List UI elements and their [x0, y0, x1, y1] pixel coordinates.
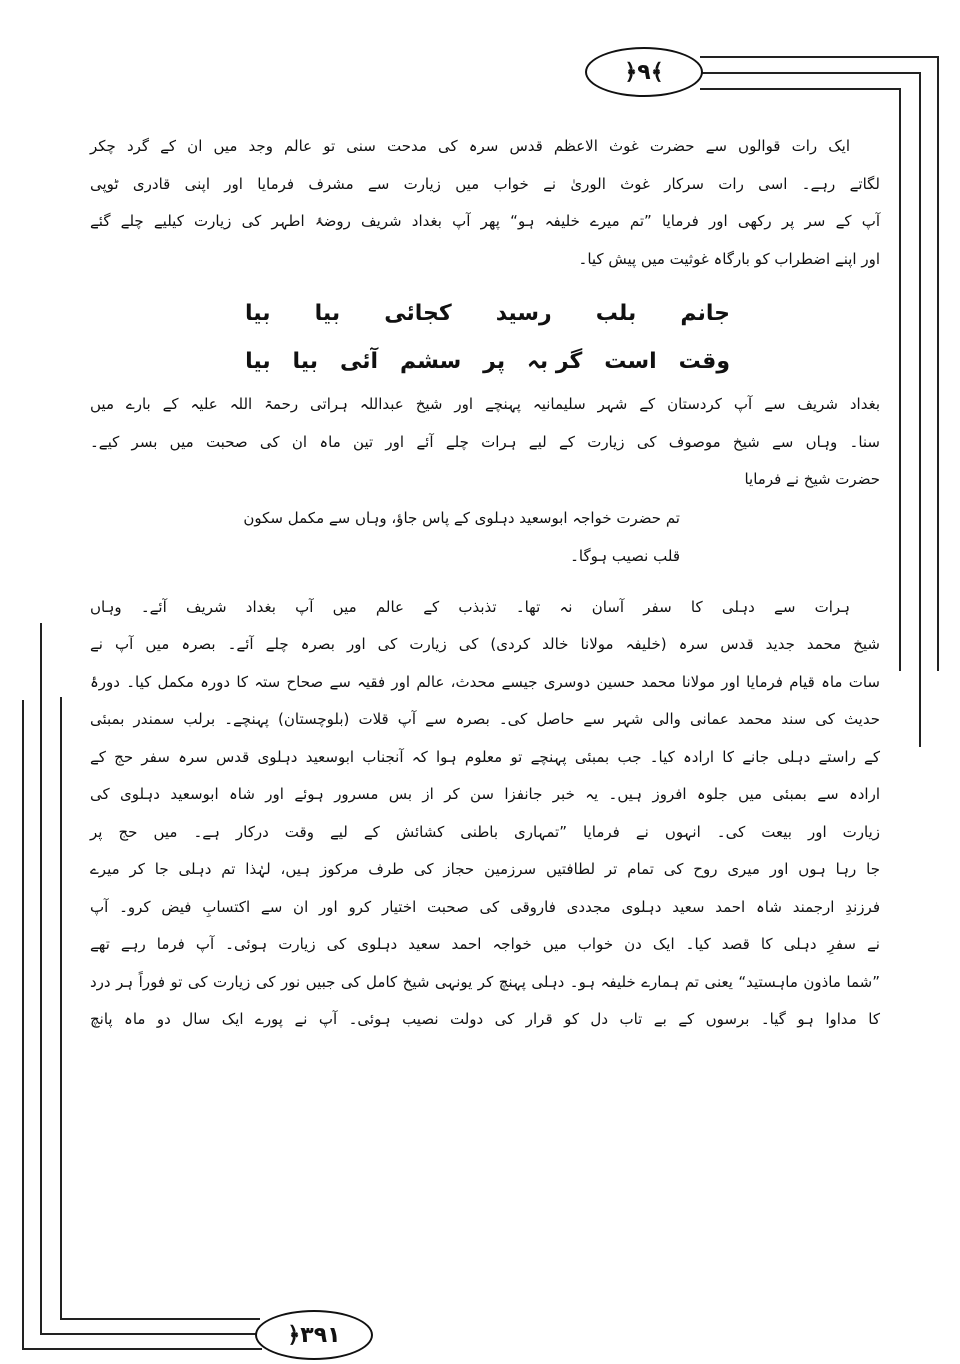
- header-page-marker: ﴾۹﴿: [585, 47, 703, 97]
- page-body-text: [90, 128, 880, 1039]
- border-line: [40, 623, 42, 1334]
- verse-word: سشم: [399, 349, 462, 374]
- spacer: [90, 278, 880, 290]
- text-line: ارادہ سے بمبئی میں جلوہ افروز ہیں۔ یہ خبر جانفزا سن کر از بس مسرور ہوئے اور شاہ ابوسعید دہلوی کی: [90, 785, 880, 803]
- border-line: [60, 1318, 260, 1320]
- verse-line-1: [245, 290, 730, 338]
- border-line: [937, 56, 939, 671]
- text-line: حضرت شیخ نے فرمایا: [744, 470, 880, 488]
- verse-word: جانم: [680, 301, 730, 326]
- text-line: ایک رات قوالوں سے حضرت غوث الاعظم قدس سرہ کی مدحت سنی تو عالم وجد میں ان کے گرد چکر: [90, 137, 850, 155]
- quote-line: قلب نصیب ہوگا۔: [570, 546, 680, 565]
- text-line: زیارت اور بیعت کی۔ انہوں نے فرمایا ”تمہاری باطنی کشائش کے لیے وقت درکار ہے۔ میں حج پر: [90, 822, 880, 841]
- text-line: لگاتے رہے۔ اسی رات سرکار غوث الوریٰ نے خواب میں زیارت سے مشرف فرمایا اور اپنی قادری ٹوپی: [90, 174, 880, 193]
- text-line: ہرات سے دہلی کا سفر آسان نہ تھا۔ تذبذب کے عالم میں آپ بغداد شریف آئے۔ وہاں: [90, 597, 850, 616]
- footer-page-number: ۳۹۱﴿: [255, 1310, 373, 1360]
- text-line: بغداد شریف سے آپ کردستان کے شہر سلیمانیہ پہنچے اور شیخ عبداللہ ہراتی رحمۃ اللہ علیہ کے بارے میں: [90, 395, 880, 413]
- text-line: جا رہا ہوں اور میری روح کی تمام تر لطافتیں سرزمین حجاز کی طرف مرکوز ہیں، لہٰذا تم دہلی جا کر میرے: [90, 860, 880, 878]
- text-line: سات ماہ قیام فرمایا اور مولانا محمد حسین دوسری جیسے محدث، عالم اور فقیہ سے صحاح ستہ کا دورہ مکمل کیا۔ دورۂ: [90, 672, 880, 691]
- verse-word: رسید: [495, 301, 552, 326]
- verse-word: است: [604, 349, 657, 374]
- border-line: [60, 697, 62, 1319]
- text-line: اور اپنے اضطراب کو بارگاہ غوثیت میں پیش کیا۔: [578, 249, 880, 268]
- border-line: [40, 1333, 260, 1335]
- text-line: فرزندِ ارجمند شاہ احمد سعید دہلوی مجددی فاروقی کی صحبت اختیار کرو اور ان سے اکتسابِ فیض کرو۔ آپ: [90, 897, 880, 916]
- text-line: حدیث کی سند محمد عمانی والی شہر سے حاصل کی۔ بصرہ سے آپ قلات (بلوچستان) پہنچے۔ برلب سمندر بمبئی: [90, 710, 880, 728]
- text-line: شیخ محمد جدید قدس سرہ (خلیفہ مولانا خالد کردی) کی زیارت کی اور بصرہ چلے آئے۔ بصرہ میں آپ نے: [90, 635, 880, 653]
- text-line: سنا۔ وہاں سے شیخ موصوف کی زیارت کے لیے ہرات چلے آئے اور تین ماہ ان کی صحبت میں بسر کیے۔: [90, 432, 880, 451]
- text-line: ”شما ماذون ماہستید“ یعنی تم ہمارے خلیفہ ہو۔ دہلی پہنچ کر یونہی شیخ کامل کی جبیں نور کی زیارت کی تو فوراً ہر درد: [90, 972, 880, 991]
- border-line: [899, 88, 901, 671]
- verse-line-2: [245, 338, 730, 386]
- verse-word: بیا: [245, 301, 271, 326]
- border-line: [22, 1348, 262, 1350]
- spacer: [90, 575, 880, 589]
- border-line: [22, 700, 24, 1350]
- border-line: [700, 72, 919, 74]
- verse-word: وقت: [678, 349, 730, 374]
- verse-word: آئی: [339, 349, 379, 374]
- border-line: [919, 72, 921, 747]
- text-line: نے سفرِ دہلی کا قصد کیا۔ ایک دن خواب میں خواجہ احمد سعید دہلوی کی زیارت ہوئی۔ آپ فرما رہے تھے: [90, 935, 880, 953]
- verse-word: گر بہ: [527, 349, 583, 374]
- text-line: کا مداوا ہو گیا۔ برسوں کے بے تاب دل کو قرار کی دولت نصیب ہوئی۔ آپ نے پورے ایک سال دو ماہ پانچ: [90, 1010, 880, 1028]
- text-line: کے راستے دہلی جانے کا ارادہ کیا۔ جب بمبئی پہنچے تو معلوم ہوا کہ آنجناب ابوسعید دہلوی قدس سرہ سفر حج کے: [90, 747, 880, 766]
- verse-word: کجائی: [384, 301, 452, 326]
- text-line: آپ کے سر پر رکھی اور فرمایا ”تم میرے خلیفہ ہو“ پھر آپ بغداد شریف روضۂ اطہر کی زیارت کیلیے چلے گئے: [90, 212, 880, 230]
- verse-word: پر: [483, 349, 506, 374]
- border-line: [700, 88, 901, 90]
- verse-word: بیا: [314, 301, 341, 326]
- verse-word: بلب: [595, 301, 637, 326]
- quote-line: تم حضرت خواجہ ابوسعید دہلوی کے پاس جاؤ، وہاں سے مکمل سکون: [243, 508, 680, 527]
- verse-word: بیا: [245, 349, 271, 374]
- verse-word: بیا: [292, 349, 319, 374]
- border-line: [700, 56, 937, 58]
